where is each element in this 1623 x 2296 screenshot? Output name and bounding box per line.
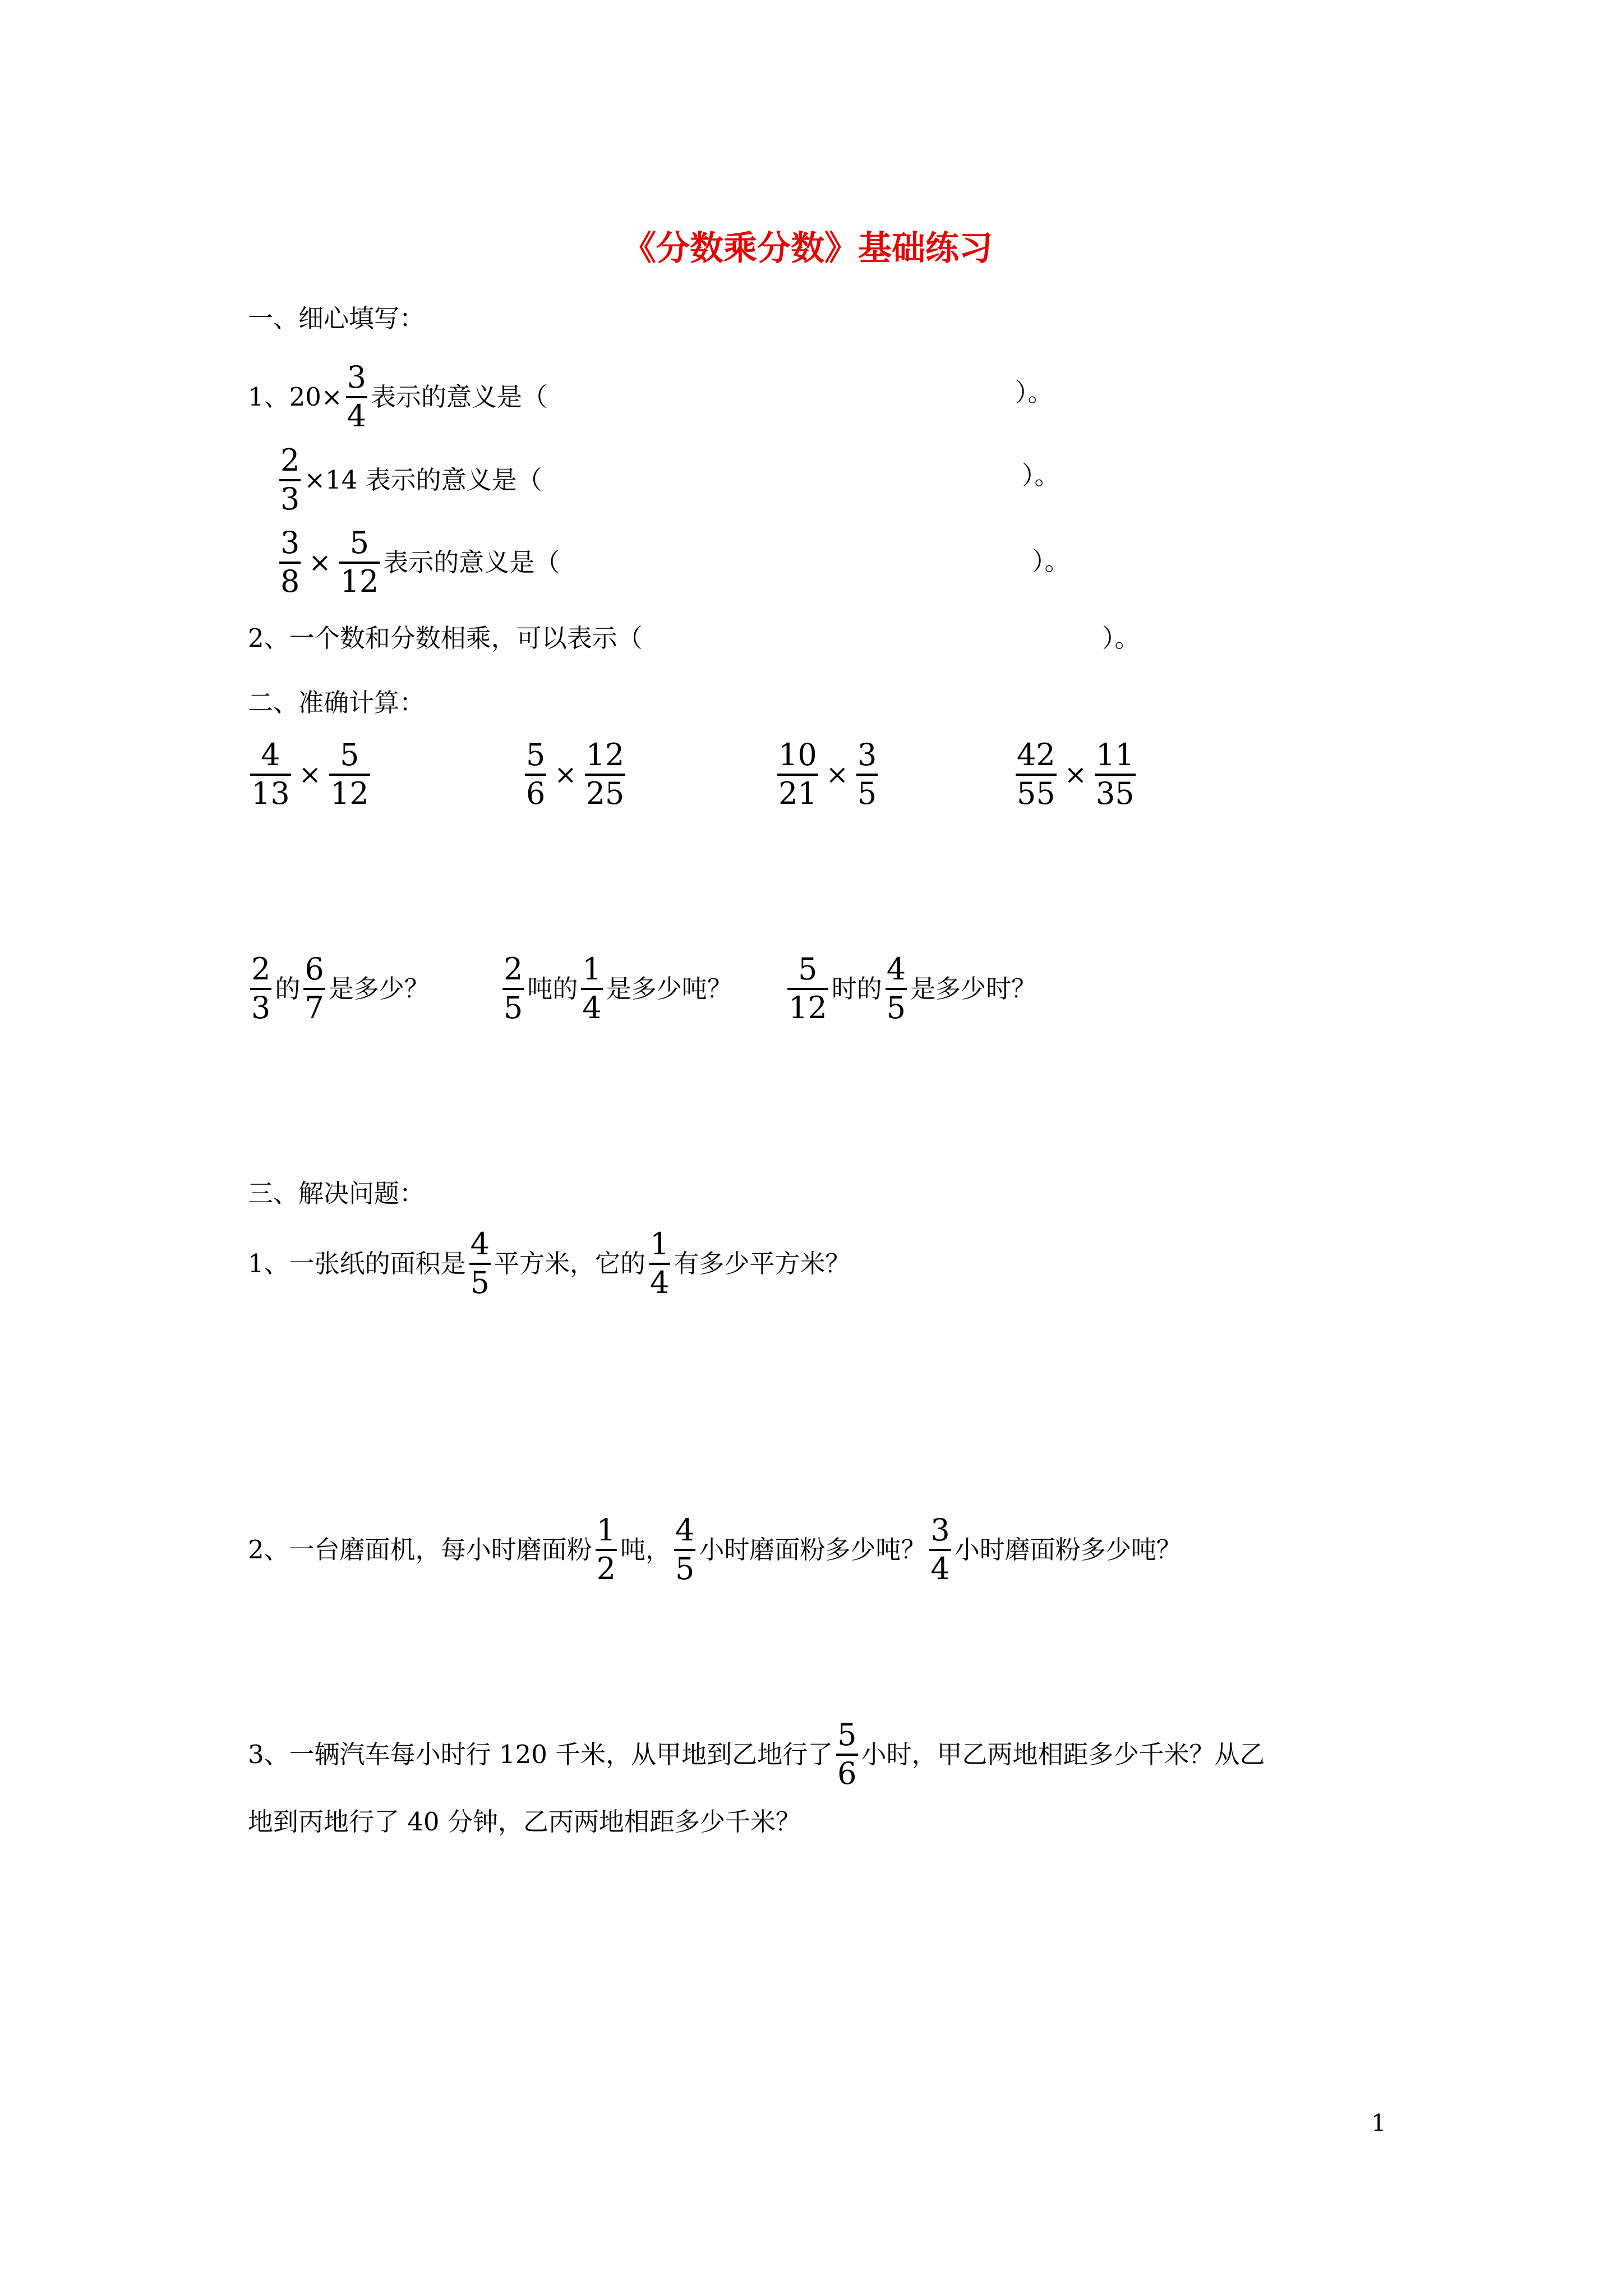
calc-item (1012, 739, 1139, 809)
question-2: 2、一个数和分数相乘，可以表示（ (248, 623, 643, 653)
word-calc-2: $\frac{2}{5}$ 吨的 $\frac{1}{4}$ 是多少吨？ (504, 951, 732, 1025)
q1a-prefix: 1、20× (248, 382, 343, 412)
times-sign: × (298, 758, 321, 790)
q1b-close: ）。 (1022, 461, 1060, 490)
word-calc-3: $\frac{5}{12}$ 时的 $\frac{4}{5}$ 是多少时？ (789, 951, 1037, 1025)
fraction: $\frac{5}{6}$ (837, 1717, 857, 1791)
fraction: $\frac{6}{7}$ (305, 951, 324, 1025)
q1c-close: ）。 (1032, 546, 1070, 576)
fraction: $\frac{5}{6}$ (526, 737, 546, 811)
fraction: $\frac{2}{3}$ (251, 951, 271, 1025)
section-1-heading: 一、细心填写： (248, 303, 425, 333)
fraction: $\frac{1}{2}$ (596, 1512, 616, 1586)
q1a-close: ）。 (1015, 378, 1053, 407)
question-1c (276, 527, 560, 597)
fraction: $\frac{2}{3}$ (280, 443, 300, 517)
fraction: $\frac{1}{4}$ (582, 951, 602, 1025)
fraction: $\frac{1}{4}$ (650, 1226, 670, 1300)
problem-2: 2、一台磨面机，每小时磨面粉 $\frac{1}{2}$ 吨， $\frac{4}{5}$ 小时磨面粉多少吨？ $\frac{3}{4}$ 小时磨面粉多少吨？ (248, 1512, 1182, 1586)
fraction: $\frac{42}{55}$ (1017, 737, 1055, 811)
fraction: $\frac{10}{21}$ (778, 737, 817, 811)
fraction: $\frac{4}{5}$ (886, 951, 906, 1025)
fraction: $\frac{5}{12}$ (330, 737, 369, 811)
times-sign: × (826, 758, 849, 790)
section-2-heading: 二、准确计算： (248, 688, 425, 717)
fraction: $\frac{4}{5}$ (675, 1512, 695, 1586)
calc-item (247, 739, 374, 809)
word-calc-1: $\frac{2}{3}$ 的 $\frac{6}{7}$ 是多少？ (251, 951, 430, 1025)
q2-close: ）。 (1102, 623, 1140, 653)
fraction: $\frac{12}{25}$ (585, 737, 625, 811)
fraction: $\frac{3}{4}$ (930, 1512, 950, 1586)
page-title: 《分数乘分数》基础练习 (623, 229, 993, 268)
problem-3-line-2: 地到丙地行了 40 分钟，乙丙两地相距多少千米？ (248, 1807, 801, 1837)
problem-1: 1、一张纸的面积是 $\frac{4}{5}$ 平方米，它的 $\frac{1}{4}$ 有多少平方米？ (248, 1226, 851, 1300)
fraction: $\frac{4}{5}$ (470, 1226, 490, 1300)
fraction: $\frac{4}{13}$ (251, 737, 290, 811)
fraction: $\frac{3}{4}$ (347, 360, 366, 434)
fraction: $\frac{5}{12}$ (340, 525, 379, 599)
problem-3-line-1: 3、一辆汽车每小时行 120 千米，从甲地到乙地行了 $\frac{5}{6}$ 小时，甲乙两地相距多少千米？从乙 (248, 1717, 1265, 1791)
calc-item (774, 739, 881, 809)
times-sign: × (554, 758, 577, 790)
times-sign: × (308, 546, 331, 578)
fraction: $\frac{5}{12}$ (789, 951, 827, 1025)
times-sign: × (1064, 758, 1087, 790)
question-1b (276, 445, 542, 515)
q1b-text: ×14 表示的意义是（ (304, 465, 542, 495)
fraction: $\frac{11}{35}$ (1095, 737, 1135, 811)
q1a-text: 表示的意义是（ (370, 382, 547, 412)
fraction: $\frac{2}{5}$ (504, 951, 523, 1025)
section-3-heading: 三、解决问题： (248, 1179, 425, 1208)
fraction: $\frac{3}{5}$ (857, 737, 877, 811)
fraction: $\frac{3}{8}$ (280, 525, 300, 599)
calc-item (522, 739, 629, 809)
page-number: 1 (1371, 2109, 1386, 2137)
q1c-text: 表示的意义是（ (383, 547, 560, 578)
question-1a (248, 362, 547, 432)
